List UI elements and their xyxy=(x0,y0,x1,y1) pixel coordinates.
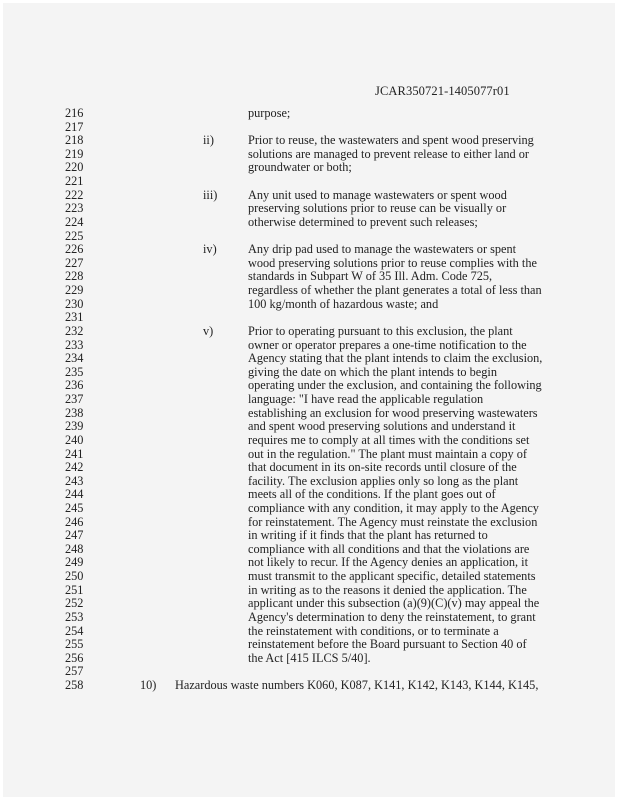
line-number: 254 xyxy=(65,623,84,638)
line-number: 257 xyxy=(65,664,84,679)
line-text: owner or operator prepares a one-time notification to the xyxy=(248,337,527,352)
line-text: in writing if it finds that the plant has returned to xyxy=(248,528,488,543)
line-text: facility. The exclusion applies only so long as the plant xyxy=(248,473,519,488)
line-number: 233 xyxy=(65,337,84,352)
line-number: 222 xyxy=(65,187,84,202)
line-text: for reinstatement. The Agency must reinstate the exclusion xyxy=(248,514,538,529)
line-text: regardless of whether the plant generates a total of less than xyxy=(248,283,542,298)
line-text: out in the regulation." The plant must maintain a copy of xyxy=(248,446,528,461)
line-text: standards in Subpart W of 35 Ill. Adm. Code 725, xyxy=(248,269,493,284)
line-number: 241 xyxy=(65,446,84,461)
line-text: the Act [415 ILCS 5/40]. xyxy=(248,650,371,665)
line-text: groundwater or both; xyxy=(248,160,352,175)
line-text: 100 kg/month of hazardous waste; and xyxy=(248,296,439,311)
item-marker: ii) xyxy=(203,133,214,148)
line-text: purpose; xyxy=(248,106,291,120)
line-text: Prior to operating pursuant to this exclusion, the plant xyxy=(248,323,513,338)
line-text: and spent wood preserving solutions and understand it xyxy=(248,419,516,434)
line-text: meets all of the conditions. If the plant goes out of xyxy=(248,487,496,502)
line-text: Any drip pad used to manage the wastewaters or spent xyxy=(248,242,517,257)
line-number: 239 xyxy=(65,419,84,434)
line-number: 216 xyxy=(65,106,84,120)
item-marker: iii) xyxy=(203,187,218,202)
line-number: 230 xyxy=(65,296,84,311)
line-number: 217 xyxy=(65,119,84,134)
line-text: otherwise determined to prevent such releases; xyxy=(248,214,478,229)
line-number: 220 xyxy=(65,160,84,175)
line-number: 231 xyxy=(65,310,84,325)
line-text: language: "I have read the applicable regulation xyxy=(248,392,484,407)
line-number: 219 xyxy=(65,146,84,161)
line-text: wood preserving solutions prior to reuse complies with the xyxy=(248,255,537,270)
line-number: 249 xyxy=(65,555,84,570)
line-number: 221 xyxy=(65,174,84,189)
line-text: must transmit to the applicant specific, detailed statements xyxy=(248,569,536,584)
line-number: 224 xyxy=(65,214,84,229)
line-number: 242 xyxy=(65,460,84,475)
line-text: Agency's determination to deny the reinstatement, to grant xyxy=(248,609,536,624)
line-text: applicant under this subsection (a)(9)(C)(v) may appeal the xyxy=(248,596,540,611)
line-text: preserving solutions prior to reuse can be visually or xyxy=(248,201,507,216)
line-number: 223 xyxy=(65,201,84,216)
line-text: Any unit used to manage wastewaters or spent wood xyxy=(248,187,507,202)
line-number: 251 xyxy=(65,582,84,597)
line-number: 253 xyxy=(65,609,84,624)
line-number: 227 xyxy=(65,255,84,270)
document-page xyxy=(3,3,615,797)
line-number: 248 xyxy=(65,541,84,556)
line-number: 226 xyxy=(65,242,84,257)
line-number: 235 xyxy=(65,364,84,379)
line-number: 228 xyxy=(65,269,84,284)
document-id-header: JCAR350721-1405077r01 xyxy=(375,84,510,98)
line-text: giving the date on which the plant intends to begin xyxy=(248,364,497,379)
line-text: compliance with all conditions and that the violations are xyxy=(248,541,530,556)
line-number: 258 xyxy=(65,678,84,693)
line-number: 250 xyxy=(65,569,84,584)
line-text: that document in its on-site records until closure of the xyxy=(248,460,517,475)
line-text: in writing as to the reasons it denied the application. The xyxy=(248,582,527,597)
line-number: 246 xyxy=(65,514,84,529)
line-number: 244 xyxy=(65,487,84,502)
line-number: 238 xyxy=(65,405,84,420)
line-text: requires me to comply at all times with the conditions set xyxy=(248,432,530,447)
line-number: 236 xyxy=(65,378,84,393)
line-text: establishing an exclusion for wood preserving wastewaters xyxy=(248,405,538,420)
line-text: operating under the exclusion, and containing the following xyxy=(248,378,542,393)
item-marker: 10) xyxy=(140,678,157,693)
line-text: Prior to reuse, the wastewaters and spent wood preserving xyxy=(248,133,534,148)
line-text: the reinstatement with conditions, or to terminate a xyxy=(248,623,499,638)
line-text: Agency stating that the plant intends to claim the exclusion, xyxy=(248,351,543,366)
line-number: 229 xyxy=(65,283,84,298)
line-text: reinstatement before the Board pursuant to Section 40 of xyxy=(248,637,527,652)
line-text: not likely to recur. If the Agency denies an application, it xyxy=(248,555,529,570)
line-number: 252 xyxy=(65,596,84,611)
line-number: 218 xyxy=(65,133,84,148)
line-number: 243 xyxy=(65,473,84,488)
line-number: 232 xyxy=(65,323,84,338)
item-marker: iv) xyxy=(203,242,217,257)
line-number: 237 xyxy=(65,392,84,407)
line-number: 256 xyxy=(65,650,84,665)
line-number: 255 xyxy=(65,637,84,652)
line-number: 234 xyxy=(65,351,84,366)
line-text: compliance with any condition, it may apply to the Agency xyxy=(248,500,539,515)
line-number: 225 xyxy=(65,228,84,243)
line-text: Hazardous waste numbers K060, K087, K141, K142, K143, K144, K145, xyxy=(175,678,539,693)
line-number: 240 xyxy=(65,432,84,447)
line-number: 245 xyxy=(65,500,84,515)
line-text: solutions are managed to prevent release to either land or xyxy=(248,146,530,161)
line-number: 247 xyxy=(65,528,84,543)
item-marker: v) xyxy=(203,323,214,338)
